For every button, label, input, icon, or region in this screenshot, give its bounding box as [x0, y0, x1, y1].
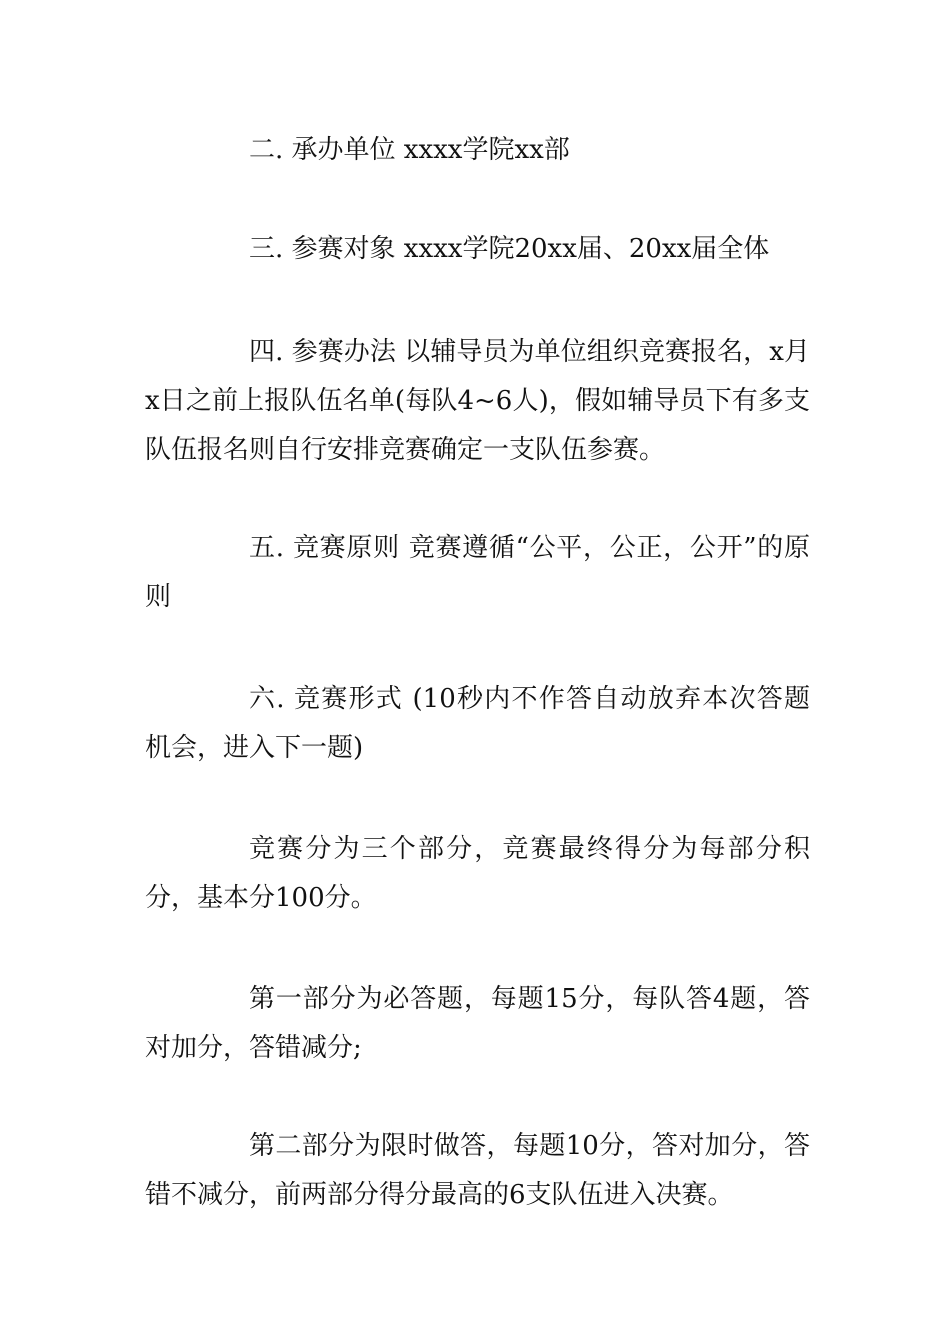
- paragraph-participants: 三. 参赛对象 xxxx学院20xx届、20xx届全体: [249, 234, 770, 264]
- paragraph-part-one: 第一部分为必答题，每题15分，每队答4题，答对加分，答错减分;: [145, 984, 810, 1063]
- paragraph-part-two: 第二部分为限时做答，每题10分，答对加分，答错不减分，前两部分得分最高的6支队伍进入决赛。: [145, 1131, 810, 1210]
- paragraph-organizer: 二. 承办单位 xxxx学院xx部: [249, 135, 570, 165]
- paragraph-scoring: 竞赛分为三个部分，竞赛最终得分为每部分积分，基本分100分。: [145, 834, 810, 913]
- paragraph-format: 六. 竞赛形式 (10秒内不作答自动放弃本次答题机会，进入下一题): [145, 684, 810, 763]
- paragraph-method: 四. 参赛办法 以辅导员为单位组织竞赛报名，x月x日之前上报队伍名单(每队4~6人)，假如辅导员下有多支队伍报名则自行安排竞赛确定一支队伍参赛。: [145, 337, 810, 465]
- paragraph-principle: 五. 竞赛原则 竞赛遵循“公平，公正，公开”的原则: [145, 533, 810, 612]
